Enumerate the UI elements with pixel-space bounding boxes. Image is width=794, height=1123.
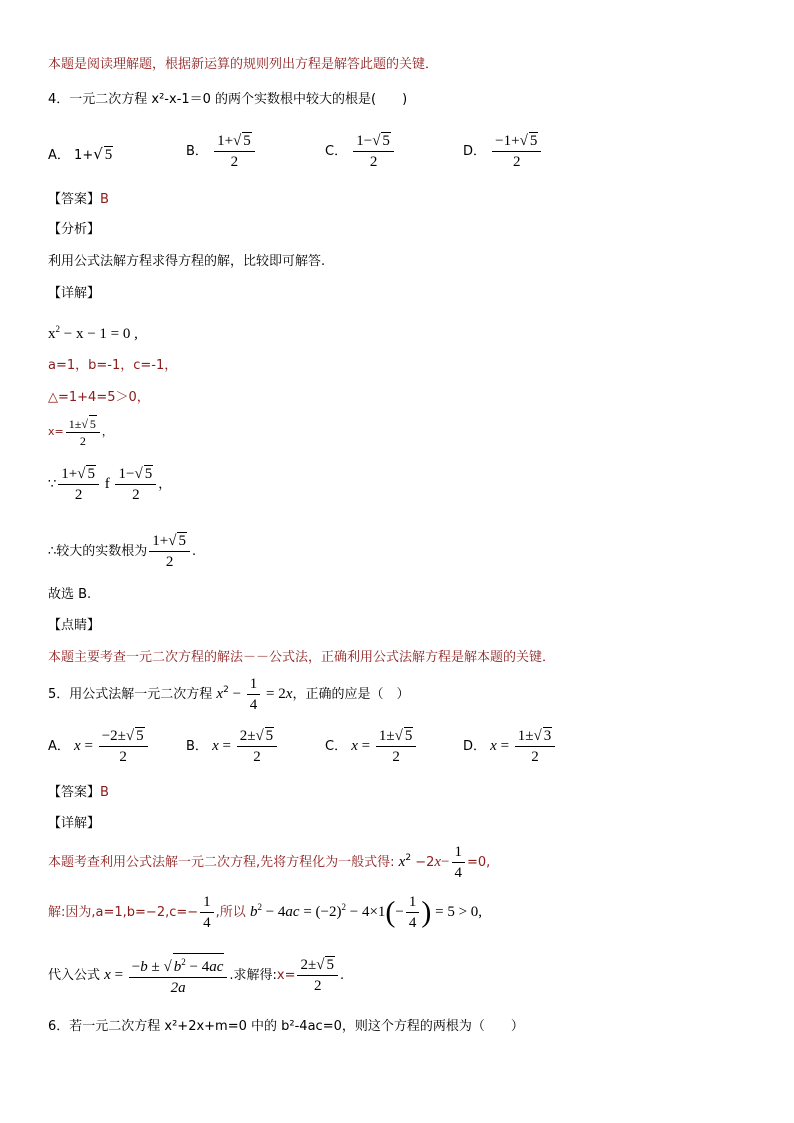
q5-stem-suffix: ，正确的应是（ ） [292, 687, 410, 702]
x-eq-label: x= [48, 425, 64, 438]
q5-option-d: D． x = $\frac{1\pm√ 3}{2}$ [463, 726, 557, 767]
q5-option-b-label: B． [186, 739, 208, 754]
q4-stem: 4．一元二次方程 x²-x-1＝0 的两个实数根中较大的根是( ) [48, 92, 408, 107]
q4-option-d-label: D． [463, 144, 487, 159]
q5-detail-1-tail: =0, [467, 855, 491, 870]
q4-answer [48, 191, 109, 209]
conclusion-text: ∴较大的实数根为 [48, 544, 148, 559]
q5-stem-prefix: 5．用公式法解一元二次方程 [48, 687, 213, 702]
q5-detail-1-text: 本题考查利用公式法解一元二次方程,先将方程化为一般式得: [48, 855, 395, 870]
answer-tag: 【答案】 [48, 192, 101, 207]
q5-sub-mid: .求解得: [229, 968, 277, 983]
q4-option-b [186, 131, 257, 172]
q4-conclusion: ∴较大的实数根为 $\frac{1+√ 5}{2}$ . [48, 533, 197, 570]
period: . [339, 968, 345, 983]
q5-option-a-label: A． [48, 739, 70, 754]
q5-detail-1: 本题考查利用公式法解一元二次方程,先将方程化为一般式得: $x^2 -2x-$ $\frac{1}{4}$ =0, [48, 844, 491, 881]
q5-option-b: B． x = $\frac{2\pm√ 5}{2}$ [186, 726, 279, 767]
q4-analysis-tag: 【分析】 [48, 222, 101, 237]
q5-detail-tag: 【详解】 [48, 816, 101, 831]
q6-stem: 6．若一元二次方程 x²+2x+m=0 中的 b²-4ac=0，则这个方程的两根为（ ） [48, 1019, 524, 1034]
q5-substitute: 代入公式 x = $\frac{-b \pm √ b^2 - 4ac}{2a}$ .求解得:x= $\frac{2\pm√ 5}{2}$ . [48, 953, 344, 998]
q5-solve-abc: a=1,b=−2,c=− [95, 905, 199, 920]
q4-x-formula: x= $\frac{1\pm√ 5}{2}$ ， [48, 417, 113, 448]
q4-choose: 故选 B. [48, 587, 92, 602]
because-symbol: ∵ [48, 477, 57, 492]
comma: ， [101, 425, 113, 438]
answer-tag: 【答案】 [48, 785, 101, 800]
q4-option-c-fraction: $\frac{1-√ 5}{2}$ [353, 131, 394, 172]
q4-abc: a=1，b=-1，c=-1， [48, 358, 178, 373]
q5-sub-prefix: 代入公式 [48, 968, 101, 983]
q5-option-a: A． x = $\frac{-2\pm√ 5}{2}$ [48, 726, 150, 767]
answer-value: B [100, 785, 109, 800]
q5-sub-x: x= [276, 968, 296, 983]
q4-comment: 本题主要考查一元二次方程的解法－－公式法，正确利用公式法解方程是解本题的关键． [48, 650, 556, 665]
q5-option-c-label: C． [325, 739, 348, 754]
q4-detail-tag: 【详解】 [48, 286, 101, 301]
comma: ， [158, 477, 172, 492]
q4-delta: △=1+4=5＞0， [48, 390, 150, 405]
period: . [191, 544, 197, 559]
q5-stem: 5．用公式法解一元二次方程 $x^2$ − $\frac{1}{4}$ = 2x，正确的应是（ ） [48, 676, 410, 713]
q4-option-a: A． 1+√ 5 [48, 145, 113, 163]
q4-option-b-label: B． [186, 144, 208, 159]
q4-option-d [463, 131, 543, 172]
q4-analysis: 利用公式法解方程求得方程的解，比较即可解答. [48, 254, 326, 269]
q4-option-d-fraction: $\frac{-1+√ 5}{2}$ [492, 131, 541, 172]
q5-solve: 解:因为,a=1,b=−2,c=− $\frac{1}{4}$ ,所以 $b^2 - 4ac = (-2)^2 - 4\times 1(-$ $\frac{1}{4}$ ) = 5 > 0, [48, 894, 483, 931]
q4-equation: $x^2 - x - 1 = 0$ , [48, 324, 138, 342]
q4-option-a-label: A． [48, 148, 70, 163]
q4-comment-tag: 【点睛】 [48, 618, 101, 633]
answer-value: B [100, 192, 109, 207]
q4-option-c [325, 131, 396, 172]
q4-compare: ∵ $\frac{1+√ 5}{2}$ f $\frac{1-√ 5}{2}$ ， [48, 466, 172, 503]
q5-solve-prefix: 解:因为, [48, 905, 96, 920]
q5-option-c: C． x = $\frac{1\pm√ 5}{2}$ [325, 726, 418, 767]
q5-answer [48, 784, 109, 802]
q5-solve-so: ,所以 [215, 905, 246, 920]
q4-option-b-fraction: $\frac{1+√ 5}{2}$ [214, 131, 255, 172]
q4-option-a-text: 1+ [74, 148, 94, 163]
q5-option-d-label: D． [463, 739, 487, 754]
q4-option-c-label: C． [325, 144, 348, 159]
intro-text: 本题是阅读理解题，根据新运算的规则列出方程是解答此题的关键． [48, 57, 439, 72]
